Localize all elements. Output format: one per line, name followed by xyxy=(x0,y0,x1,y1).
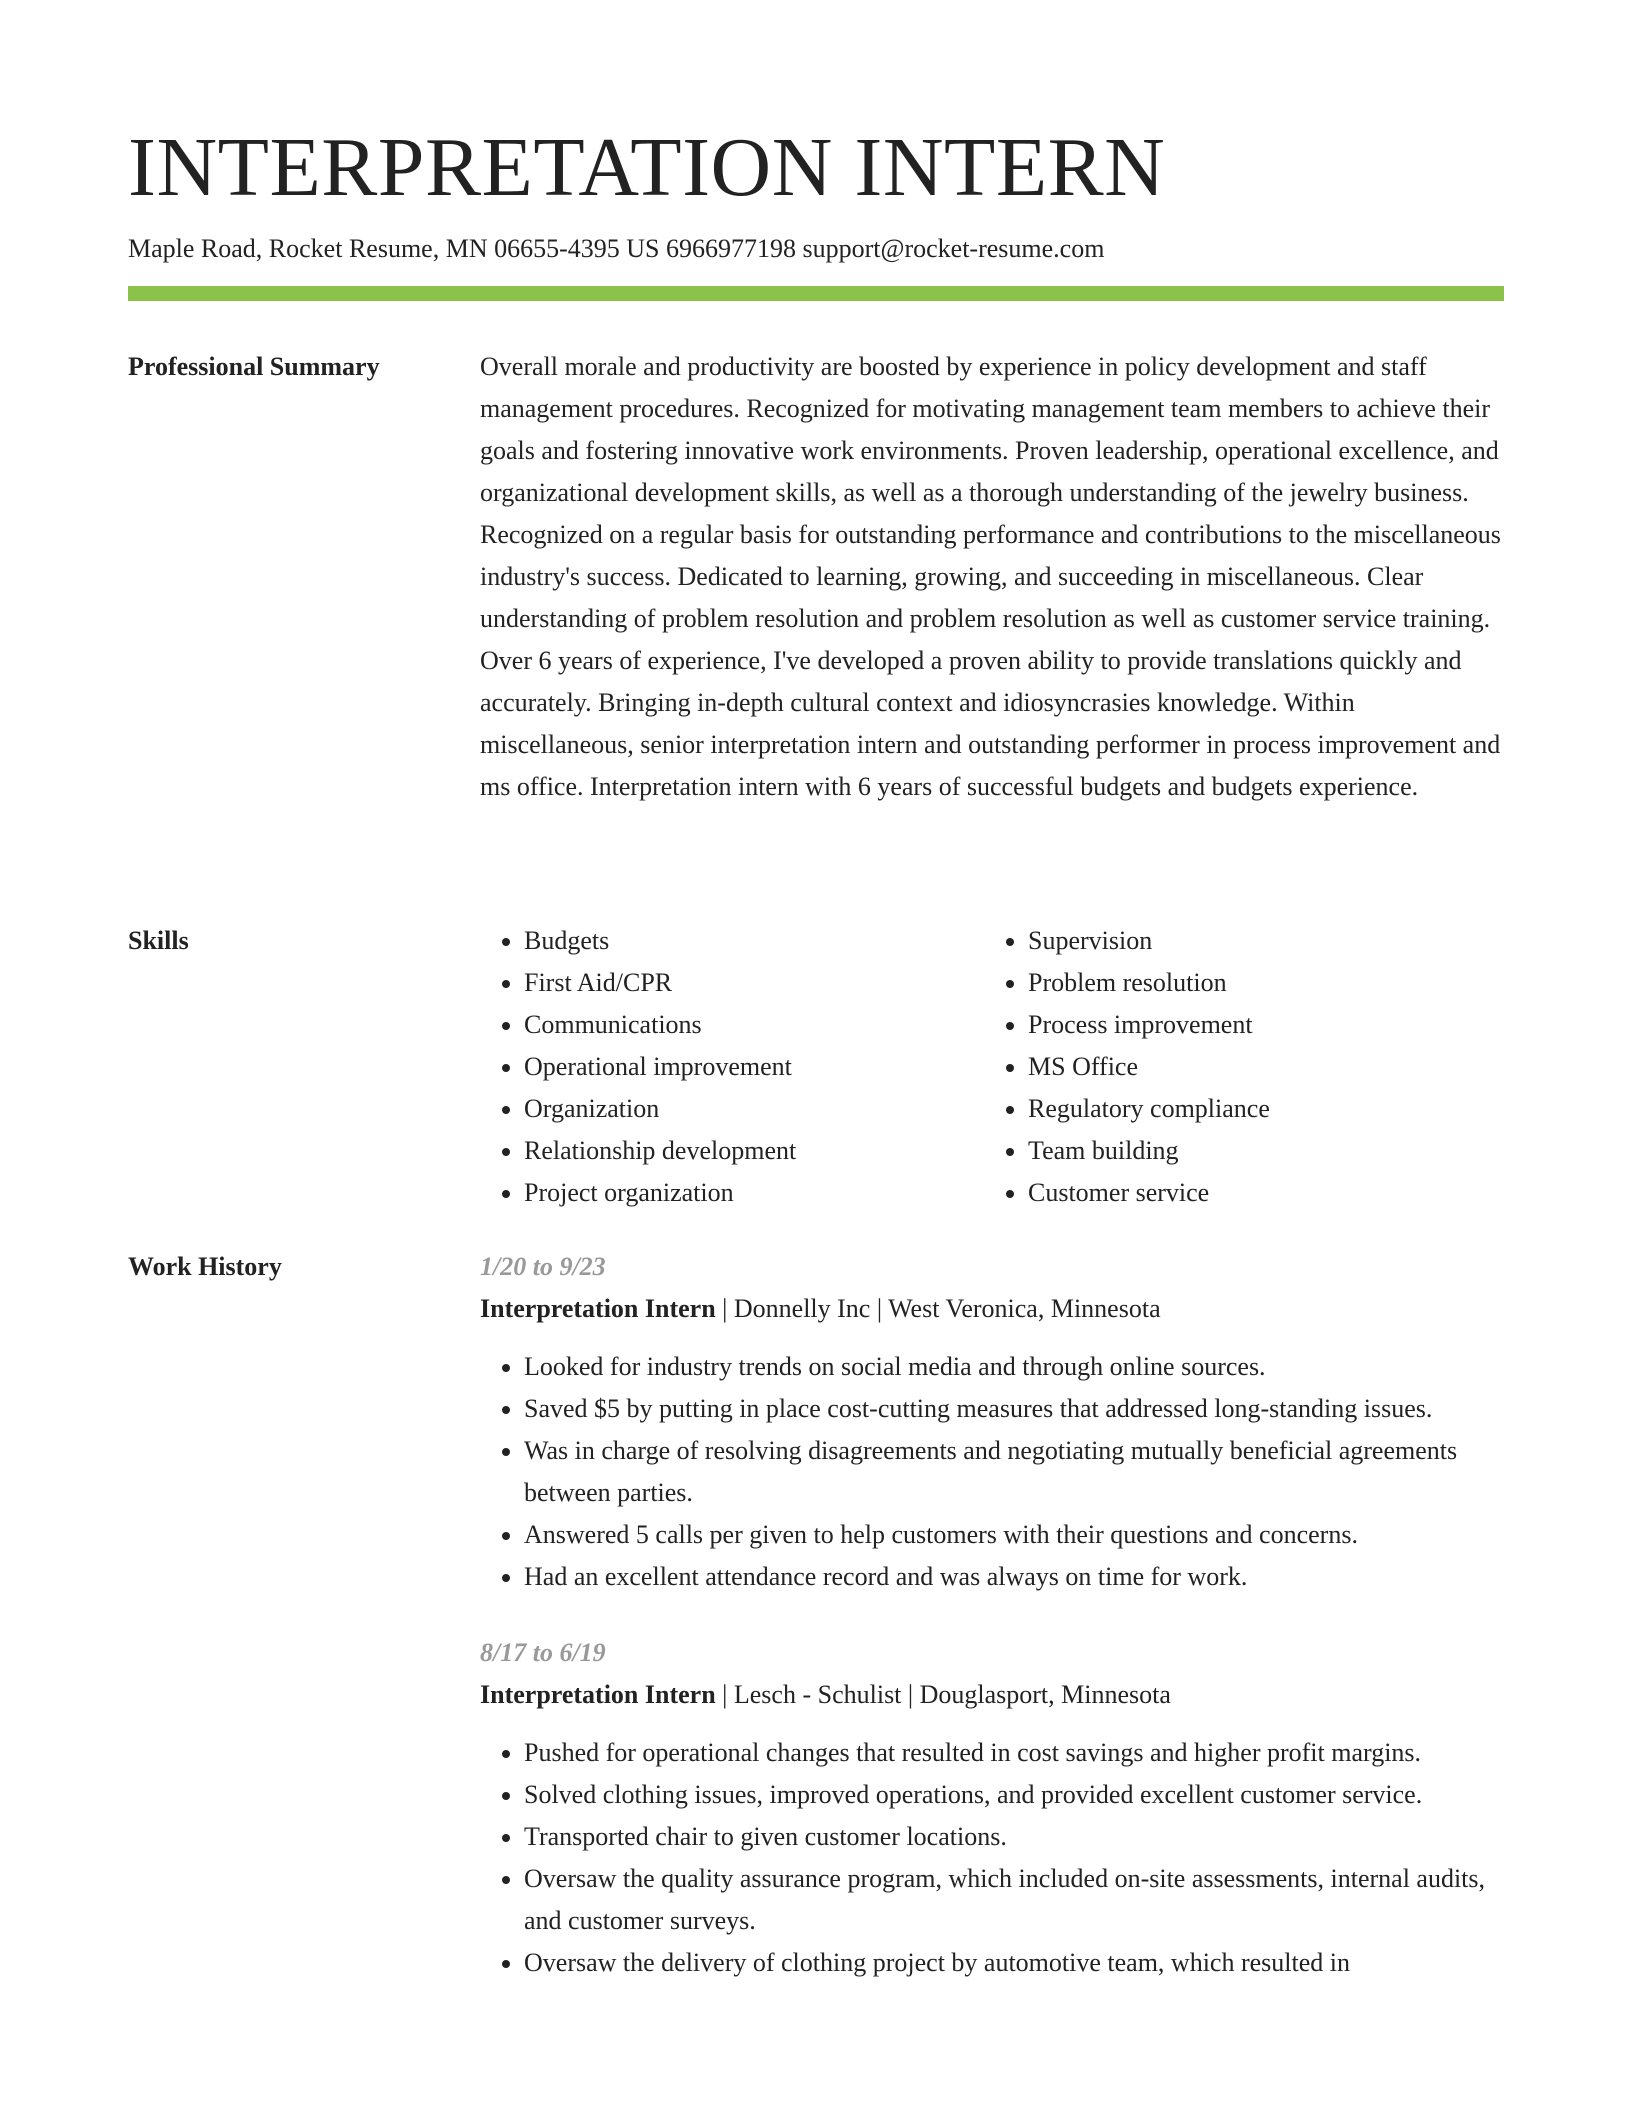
skill-item: • Relationship development xyxy=(524,1130,984,1172)
job-bullet: • Transported chair to given customer locations. xyxy=(524,1816,1504,1858)
job-bullet: • Answered 5 calls per given to help customers with their questions and concerns. xyxy=(524,1514,1504,1556)
job-details: | Donnelly Inc | West Veronica, Minnesota xyxy=(722,1294,1161,1323)
job-title-line xyxy=(480,1674,1504,1716)
work-history-body xyxy=(480,1246,1504,1984)
job-bullet: • Solved clothing issues, improved operations, and provided excellent customer service. xyxy=(524,1774,1504,1816)
skill-item: • MS Office xyxy=(1028,1046,1488,1088)
candidate-name: INTERPRETATION INTERN xyxy=(128,121,1166,214)
skills-column-left xyxy=(480,920,984,1214)
job-bullet: • Saved $5 by putting in place cost-cutting measures that addressed long-standing issues. xyxy=(524,1388,1504,1430)
skill-item: • Process improvement xyxy=(1028,1004,1488,1046)
contact-address: Maple Road, Rocket Resume, MN 06655-4395 US xyxy=(128,234,660,263)
job-bullet: • Oversaw the delivery of clothing project by automotive team, which resulted in xyxy=(524,1942,1504,1984)
header-divider xyxy=(128,286,1504,301)
skill-item: • Communications xyxy=(524,1004,984,1046)
job-title-line xyxy=(480,1288,1504,1330)
job-title: Interpretation Intern xyxy=(480,1680,716,1709)
job-bullet: • Was in charge of resolving disagreements and negotiating mutually beneficial agreements between parties. xyxy=(524,1430,1504,1514)
skill-item: • Operational improvement xyxy=(524,1046,984,1088)
contact-line xyxy=(128,232,1104,266)
skill-item: • Project organization xyxy=(524,1172,984,1214)
job-bullet: • Had an excellent attendance record and was always on time for work. xyxy=(524,1556,1504,1598)
skill-item: • Regulatory compliance xyxy=(1028,1088,1488,1130)
skills-column-right xyxy=(984,920,1488,1214)
skill-item: • Problem resolution xyxy=(1028,962,1488,1004)
skills-heading: Skills xyxy=(128,926,189,955)
skill-item: • Customer service xyxy=(1028,1172,1488,1214)
job-bullet: • Looked for industry trends on social media and through online sources. xyxy=(524,1346,1504,1388)
skill-item: • Supervision xyxy=(1028,920,1488,962)
work-history-heading: Work History xyxy=(128,1252,282,1281)
job-bullet: • Pushed for operational changes that resulted in cost savings and higher profit margins. xyxy=(524,1732,1504,1774)
job-bullet-list xyxy=(480,1346,1504,1598)
skills-body xyxy=(480,920,1504,1214)
summary-body xyxy=(480,346,1504,808)
skill-item: • Budgets xyxy=(524,920,984,962)
summary-text: Overall morale and productivity are boosted by experience in policy development and staff management procedures. Recognized for motivating management team members to achieve their goals and fostering innovative work environments. Proven leadership, operational excellence, and organizational development skills, as well as a thorough understanding of the jewelry business. Recognized on a regular basis for outstanding performance and contributions to the miscellaneous industry's success. Dedicated to learning, growing, and succeeding in miscellaneous. Clear understanding of problem resolution and problem resolution as well as customer service training. Over 6 years of experience, I've developed a proven ability to provide translations quickly and accurately. Bringing in-depth cultural context and idiosyncrasies knowledge. Within miscellaneous, senior interpretation intern and outstanding performer in process improvement and ms office. Interpretation intern with 6 years of successful budgets and budgets experience. xyxy=(480,352,1501,801)
job-bullet: • Oversaw the quality assurance program, which included on-site assessments, internal audits, and customer surveys. xyxy=(524,1858,1504,1942)
job-dates: 8/17 to 6/19 xyxy=(480,1638,606,1667)
skill-item: • First Aid/CPR xyxy=(524,962,984,1004)
job-dates: 1/20 to 9/23 xyxy=(480,1252,606,1281)
skills-list-right xyxy=(984,920,1488,1214)
skills-list-left xyxy=(480,920,984,1214)
job-entry xyxy=(480,1632,1504,1984)
job-details: | Lesch - Schulist | Douglasport, Minnesota xyxy=(722,1680,1171,1709)
summary-heading: Professional Summary xyxy=(128,352,380,381)
skill-item: • Team building xyxy=(1028,1130,1488,1172)
job-bullet-list xyxy=(480,1732,1504,1984)
job-entry xyxy=(480,1246,1504,1598)
job-title: Interpretation Intern xyxy=(480,1294,716,1323)
contact-email: support@rocket-resume.com xyxy=(802,234,1105,263)
skill-item: • Organization xyxy=(524,1088,984,1130)
contact-phone: 6966977198 xyxy=(666,234,797,263)
